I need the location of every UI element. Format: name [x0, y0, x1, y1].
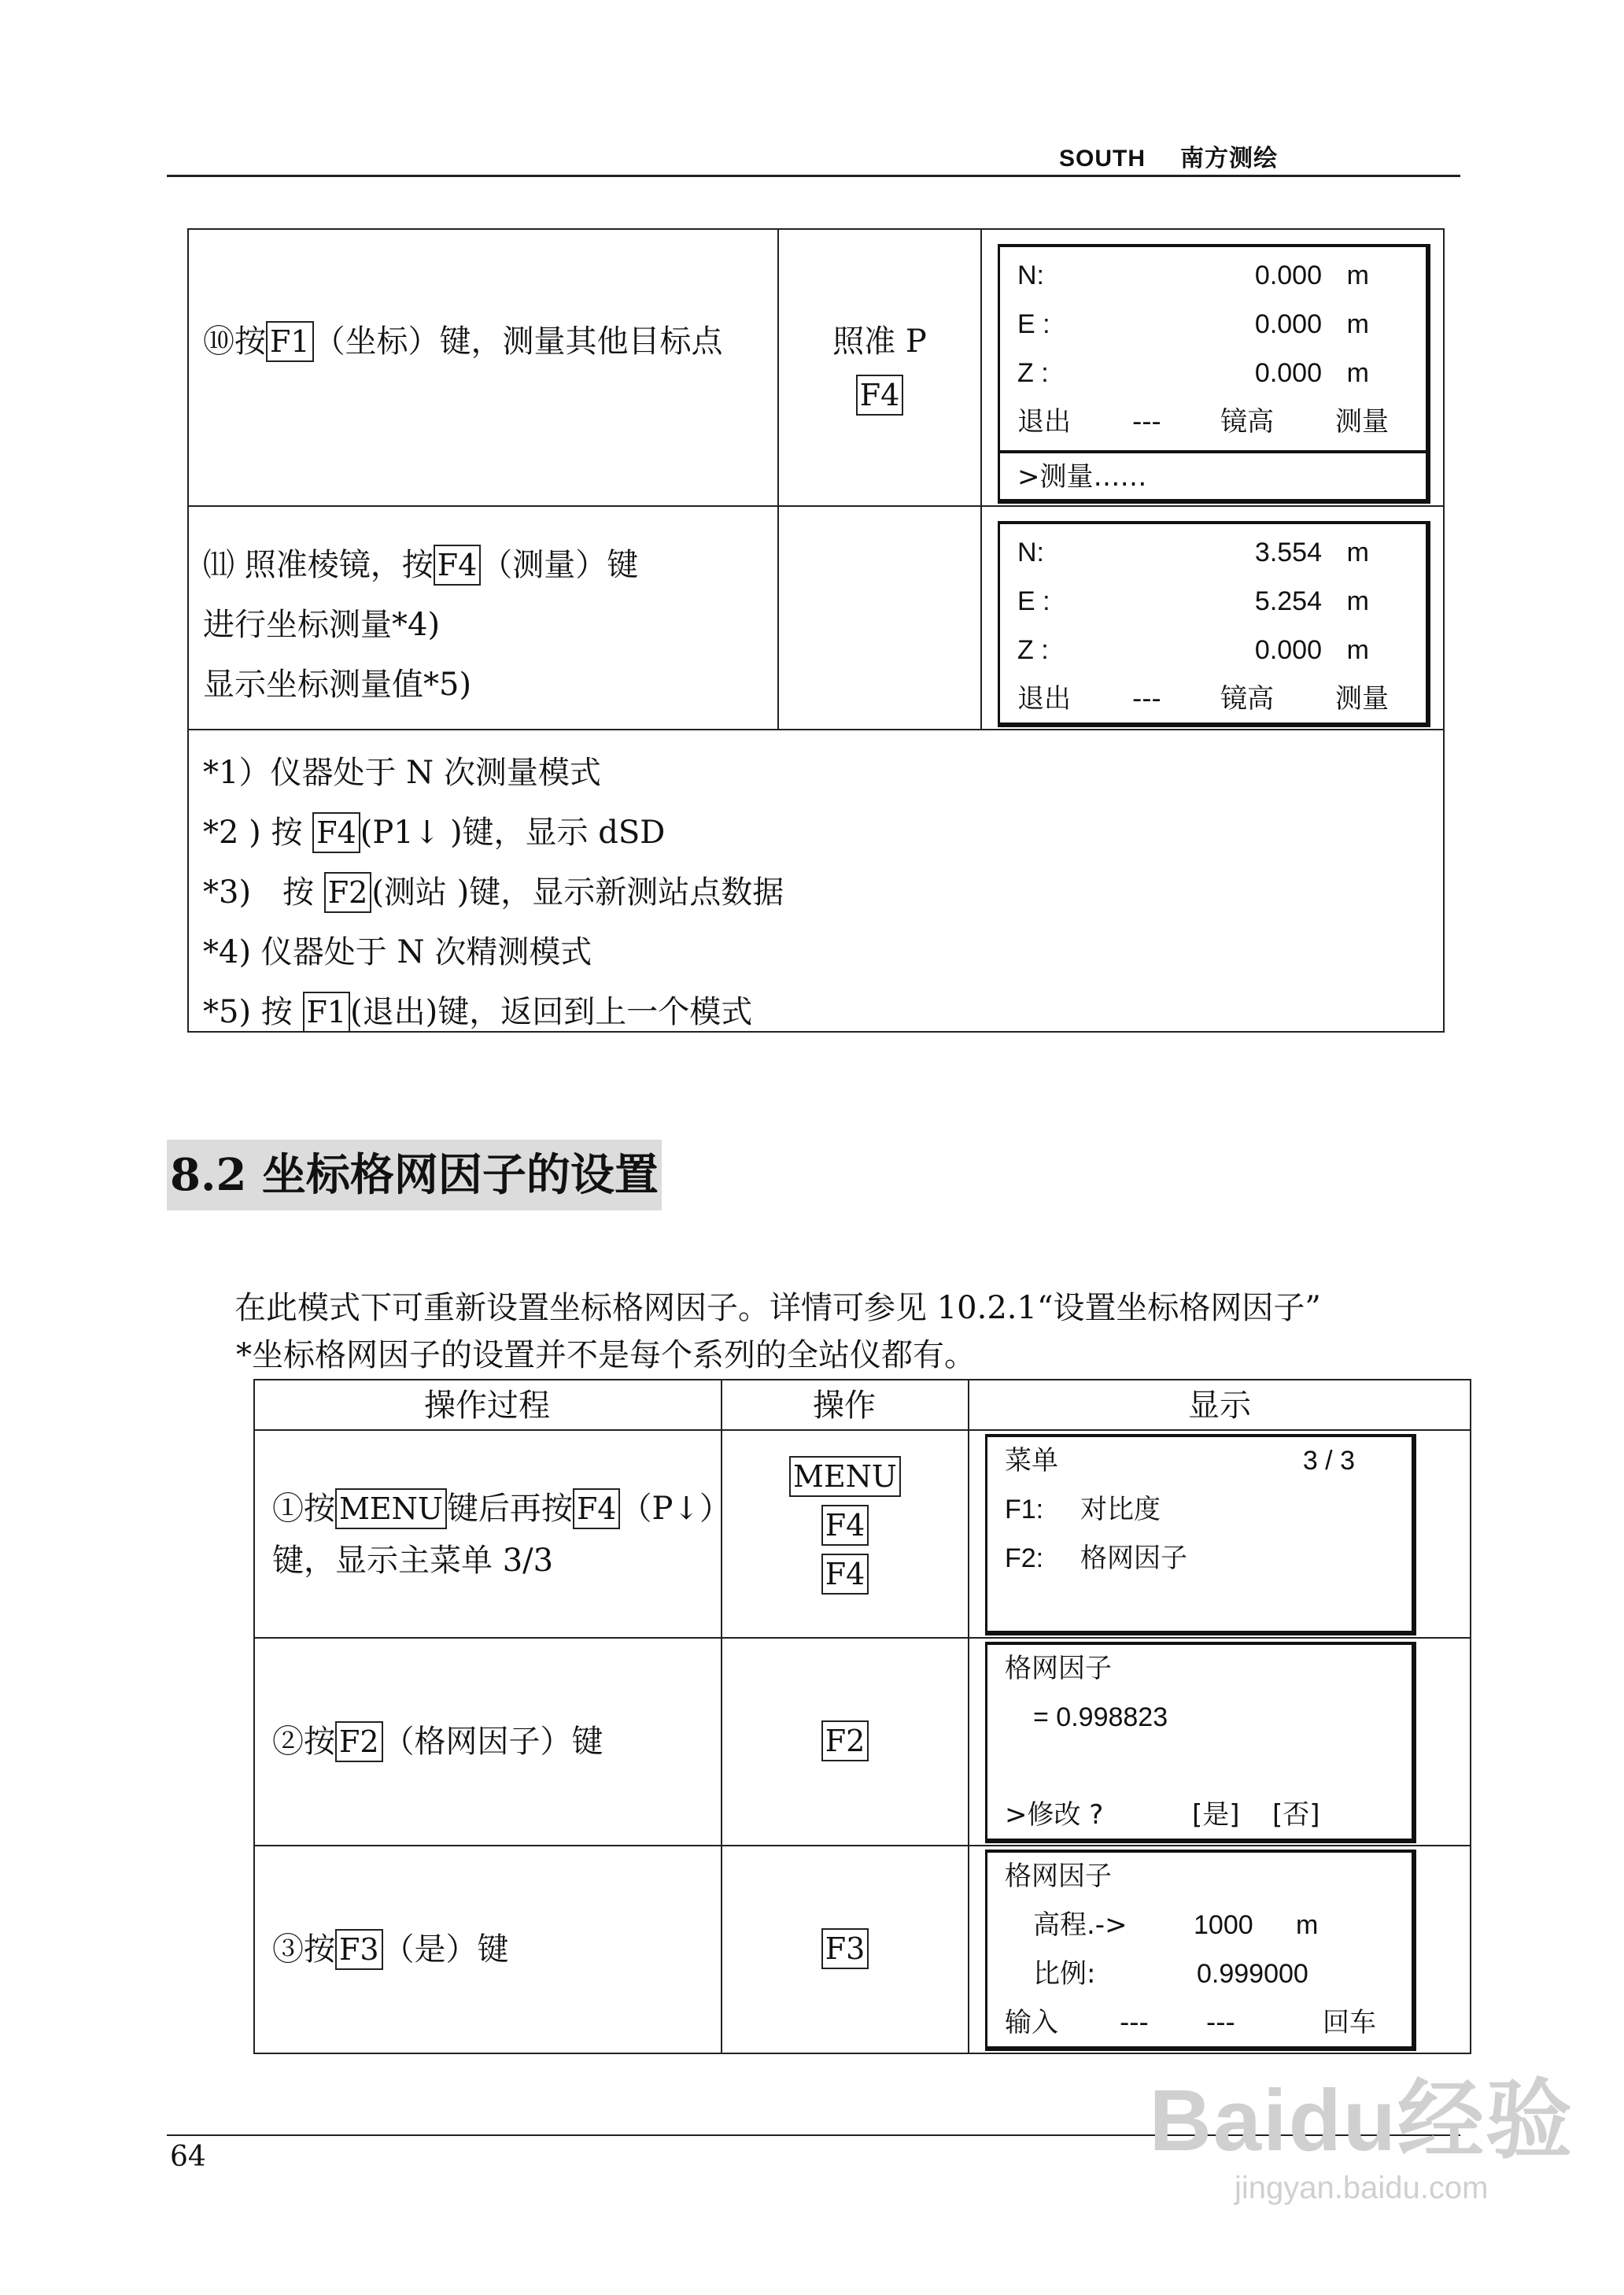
- lcd-n-unit: m: [1346, 538, 1369, 567]
- t2-row2-a: ②按: [272, 1724, 335, 1760]
- softkey-1: 输入: [1005, 2007, 1058, 2038]
- lcd-n-value: 3.554: [1254, 538, 1322, 567]
- softkey-3: ---: [1206, 2007, 1235, 2038]
- key-f4: F4: [573, 1488, 621, 1529]
- row11-line2: 进行坐标测量*4): [203, 607, 441, 643]
- section-title: 8.2 坐标格网因子的设置: [167, 1140, 662, 1210]
- t2-row3-step: [272, 1924, 509, 1975]
- lcd-e-label: E :: [1017, 309, 1050, 339]
- watermark-logo: Baidu经验: [1149, 2072, 1574, 2169]
- table2-hline-1: [253, 1637, 1471, 1639]
- t2-row3-operation: [722, 1928, 968, 1969]
- note-3-b: (测站 )键，显示新测站点数据: [371, 874, 784, 911]
- table2-header-process: 操作过程: [424, 1388, 550, 1424]
- key-menu: MENU: [789, 1456, 901, 1497]
- softkey-2: ---: [1120, 2007, 1149, 2038]
- softkey-3: 镜高: [1220, 683, 1274, 715]
- row10-step-num: ⑩按: [203, 323, 266, 360]
- key-f2: F2: [821, 1720, 869, 1761]
- note-2: [203, 803, 784, 863]
- row11-line3: 显示坐标测量值*5): [203, 667, 472, 703]
- t2-row2-operation: [722, 1720, 968, 1761]
- header-brand-en: SOUTH: [1059, 146, 1146, 172]
- key-menu: MENU: [335, 1488, 447, 1529]
- row11-step: [203, 535, 638, 715]
- key-f4: F4: [821, 1505, 869, 1546]
- lcd-scale-label: 比例:: [1033, 1958, 1096, 1990]
- note-3: [203, 863, 784, 922]
- key-f2: F2: [335, 1721, 383, 1762]
- t2-row1-c: （P↓）: [620, 1491, 731, 1527]
- lcd-menu-title: 菜单: [1005, 1445, 1058, 1476]
- softkey-4: 测量: [1335, 406, 1389, 438]
- lcd-z-value: 0.000: [1254, 635, 1322, 665]
- lcd-divider: [1000, 450, 1426, 453]
- note-5-b: (退出)键，返回到上一个模式: [350, 994, 753, 1030]
- lcd-scale-value: 0.999000: [1197, 1959, 1308, 1989]
- section-paragraph-1: 在此模式下可重新设置坐标格网因子。详情可参见 10.2.1“设置坐标格网因子”: [234, 1290, 1321, 1326]
- t2-row1-operation: [722, 1456, 968, 1595]
- lcd-z-label: Z :: [1017, 358, 1049, 388]
- lcd-yes-option: [是]: [1192, 1799, 1240, 1831]
- key-f2: F2: [324, 872, 372, 913]
- table2-header-display: 显示: [1188, 1388, 1251, 1424]
- lcd-f2-label: F2:: [1005, 1543, 1044, 1573]
- lcd-grid-value: = 0.998823: [1033, 1702, 1168, 1732]
- lcd-z-unit: m: [1346, 358, 1369, 388]
- lcd-status-text: >测量……: [1017, 461, 1147, 493]
- table2-header-operation: 操作: [813, 1388, 876, 1424]
- header-rule: [167, 175, 1460, 177]
- lcd-f1-label: F1:: [1005, 1495, 1044, 1524]
- table1-hline-1: [187, 505, 1445, 507]
- t2-row3-a: ③按: [272, 1931, 335, 1968]
- watermark-url: jingyan.baidu.com: [1235, 2171, 1489, 2205]
- t2-row2-b: （格网因子）键: [382, 1724, 603, 1760]
- lcd-z-value: 0.000: [1254, 358, 1322, 388]
- lcd-f1-text: 对比度: [1080, 1494, 1161, 1525]
- t2-row1-step: [272, 1483, 731, 1587]
- table2-hline-2: [253, 1845, 1471, 1846]
- section-paragraph-2: *坐标格网因子的设置并不是每个系列的全站仪都有。: [236, 1337, 976, 1373]
- lcd-elev-value: 1000: [1194, 1910, 1253, 1940]
- header-brand-cn: 南方测绘: [1180, 146, 1278, 172]
- key-f4: F4: [434, 545, 482, 586]
- table1-notes: [203, 743, 784, 1042]
- lcd-softkeys: [1005, 1999, 1394, 2046]
- lcd-no-option: [否]: [1272, 1799, 1320, 1831]
- lcd-e-unit: m: [1346, 309, 1369, 339]
- softkey-1: 退出: [1017, 683, 1071, 715]
- key-f3: F3: [821, 1928, 869, 1969]
- note-1: *1）仪器处于 N 次测量模式: [203, 755, 601, 791]
- table1-divider-2: [980, 228, 982, 729]
- lcd-f2-text: 格网因子: [1080, 1543, 1187, 1574]
- lcd-menu-page: 3 / 3: [1302, 1446, 1355, 1476]
- note-4: *4) 仪器处于 N 次精测模式: [203, 934, 592, 970]
- t2-row1-line2: 键，显示主菜单 3/3: [272, 1543, 554, 1579]
- row10-operation: [779, 318, 980, 419]
- lcd-e-value: 0.000: [1254, 309, 1322, 339]
- lcd-e-unit: m: [1346, 586, 1369, 616]
- lcd-screen-row11: [998, 521, 1430, 727]
- softkey-2: ---: [1132, 406, 1161, 438]
- key-f3: F3: [335, 1929, 383, 1970]
- lcd-status: [1017, 455, 1408, 499]
- lcd-e-label: E :: [1017, 586, 1050, 616]
- row11-line1-rest: （测量）键: [481, 547, 639, 583]
- lcd-elev-unit: m: [1296, 1910, 1319, 1940]
- table1-hline-2: [187, 729, 1445, 730]
- lcd-prompt: [1005, 1791, 1394, 1839]
- lcd-softkeys: [1017, 675, 1408, 722]
- lcd-screen-grid-input: [985, 1850, 1416, 2051]
- t2-row2-step: [272, 1716, 603, 1768]
- lcd-input-title: 格网因子: [1005, 1861, 1112, 1892]
- row11-line1: ⑾ 照准棱镜，按: [203, 547, 434, 583]
- lcd-screen-row10: [998, 244, 1430, 504]
- key-f1: F1: [266, 321, 314, 362]
- table2-divider-2: [968, 1379, 969, 2054]
- lcd-screen-grid-factor: [985, 1642, 1416, 1843]
- lcd-grid-title: 格网因子: [1005, 1653, 1112, 1684]
- header-brand: [1059, 139, 1278, 173]
- lcd-n-unit: m: [1346, 261, 1369, 290]
- lcd-elev-label: 高程.->: [1033, 1909, 1128, 1941]
- softkey-2: ---: [1132, 683, 1161, 715]
- lcd-z-unit: m: [1346, 635, 1369, 665]
- note-3-a: *3) 按: [203, 874, 315, 911]
- page-number: 64: [170, 2141, 206, 2173]
- note-2-a: *2 ) 按: [203, 815, 303, 851]
- lcd-softkeys: [1017, 398, 1408, 445]
- softkey-4: 回车: [1323, 2007, 1376, 2038]
- key-f4: F4: [312, 812, 360, 853]
- key-f1: F1: [303, 992, 351, 1033]
- lcd-n-label: N:: [1017, 538, 1044, 567]
- t2-row1-a: ①按: [272, 1491, 335, 1527]
- softkey-3: 镜高: [1220, 406, 1274, 438]
- row10-step: [203, 318, 723, 365]
- table1-divider-1: [777, 228, 779, 729]
- table2-hline-header: [253, 1429, 1471, 1431]
- softkey-4: 测量: [1335, 683, 1389, 715]
- lcd-e-value: 5.254: [1254, 586, 1322, 616]
- lcd-n-value: 0.000: [1254, 261, 1322, 290]
- lcd-z-label: Z :: [1017, 635, 1049, 665]
- lcd-prompt-text: >修改 ?: [1005, 1799, 1104, 1831]
- row10-op-text: 照准 P: [832, 323, 927, 360]
- t2-row3-b: （是）键: [382, 1931, 509, 1968]
- softkey-1: 退出: [1017, 406, 1071, 438]
- watermark: [1149, 2072, 1574, 2206]
- row10-step-text: （坐标）键，测量其他目标点: [313, 323, 723, 360]
- key-f4: F4: [821, 1554, 869, 1595]
- note-5: [203, 982, 784, 1042]
- t2-row1-b: 键后再按: [446, 1491, 573, 1527]
- lcd-screen-menu: [985, 1434, 1416, 1635]
- lcd-n-label: N:: [1017, 261, 1044, 290]
- key-f4: F4: [856, 375, 904, 416]
- note-5-a: *5) 按: [203, 994, 293, 1030]
- note-2-b: (P1↓ )键，显示 dSD: [360, 815, 666, 851]
